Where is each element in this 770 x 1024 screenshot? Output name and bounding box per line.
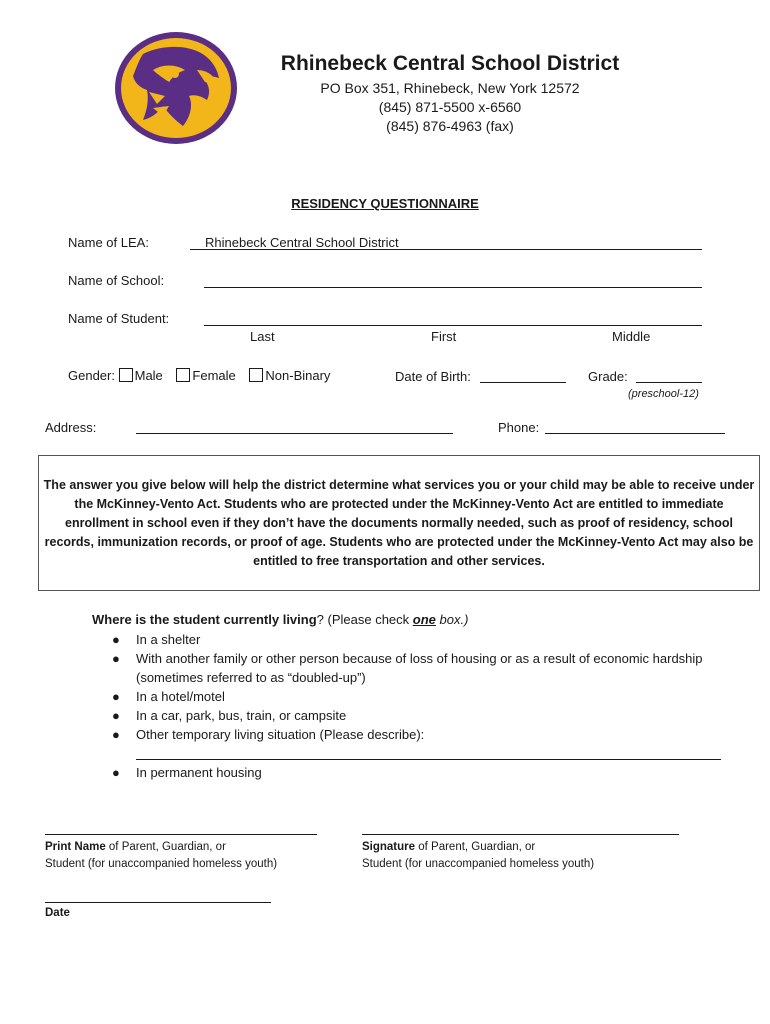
student-first-label: First bbox=[431, 329, 457, 344]
male-checkbox[interactable] bbox=[119, 368, 133, 382]
print-name-line2: Student (for unaccompanied homeless youth) bbox=[45, 858, 278, 870]
gender-option-male[interactable] bbox=[119, 368, 163, 383]
gender-label: Gender: bbox=[68, 368, 115, 383]
bullet-icon: ● bbox=[112, 632, 120, 647]
print-name-line[interactable] bbox=[45, 834, 317, 835]
grade-field[interactable] bbox=[636, 382, 702, 383]
address-label: Address: bbox=[45, 420, 97, 435]
print-name-rest: of Parent, Guardian, or bbox=[105, 841, 226, 853]
bullet-icon: ● bbox=[112, 689, 120, 704]
signature-rest: of Parent, Guardian, or bbox=[415, 841, 536, 853]
question-instruction-post: box.) bbox=[435, 612, 469, 627]
living-option-label: With another family or other person because of loss of housing or as a result of economic hardship (sometimes referred to as “doubled-up”) bbox=[136, 651, 703, 685]
signature-caption bbox=[362, 839, 594, 873]
grade-label: Grade: bbox=[588, 369, 628, 384]
school-field[interactable] bbox=[204, 287, 702, 288]
dob-label: Date of Birth: bbox=[395, 369, 471, 384]
gender-option-nonbinary[interactable] bbox=[249, 368, 330, 383]
living-option-car-park[interactable] bbox=[112, 706, 722, 725]
male-label: Male bbox=[134, 368, 163, 383]
phone-field[interactable] bbox=[545, 433, 725, 434]
signature-line2: Student (for unaccompanied homeless youth) bbox=[362, 858, 595, 870]
date-label: Date bbox=[45, 907, 70, 919]
question-instruction-emphasis: one bbox=[412, 612, 436, 627]
female-label: Female bbox=[192, 368, 236, 383]
lea-field[interactable] bbox=[190, 249, 702, 250]
district-fax: (845) 876-4963 (fax) bbox=[386, 118, 514, 134]
bullet-icon: ● bbox=[112, 727, 120, 742]
female-checkbox[interactable] bbox=[176, 368, 190, 382]
phone-label: Phone: bbox=[498, 420, 540, 435]
print-name-bold: Print Name bbox=[45, 841, 106, 853]
school-label: Name of School: bbox=[68, 273, 165, 288]
bullet-icon: ● bbox=[112, 708, 120, 723]
question-instruction-pre: ? (Please check bbox=[316, 612, 413, 627]
bullet-icon: ● bbox=[112, 765, 120, 780]
lea-value: Rhinebeck Central School District bbox=[205, 235, 399, 250]
nonbinary-checkbox[interactable] bbox=[249, 368, 263, 382]
student-label: Name of Student: bbox=[68, 311, 170, 326]
gender-option-female[interactable] bbox=[176, 368, 235, 383]
signature-line[interactable] bbox=[362, 834, 679, 835]
question-title bbox=[92, 612, 468, 627]
nonbinary-label: Non-Binary bbox=[265, 368, 331, 383]
other-describe-field[interactable] bbox=[136, 759, 721, 760]
student-last-label: Last bbox=[250, 329, 275, 344]
living-option-other[interactable] bbox=[112, 725, 722, 744]
district-address: PO Box 351, Rhinebeck, New York 12572 bbox=[320, 80, 580, 96]
living-option-permanent[interactable] bbox=[112, 763, 722, 782]
grade-note: (preschool-12) bbox=[628, 388, 699, 400]
living-option-label: In a hotel/motel bbox=[136, 689, 225, 704]
living-option-hotel[interactable] bbox=[112, 687, 722, 706]
living-option-label: In a car, park, bus, train, or campsite bbox=[136, 708, 347, 723]
lea-label: Name of LEA: bbox=[68, 235, 149, 250]
form-title: RESIDENCY QUESTIONNAIRE bbox=[291, 196, 479, 211]
other-describe-spacer bbox=[112, 744, 722, 763]
question-title-text: Where is the student currently living bbox=[92, 612, 317, 627]
living-option-doubled-up[interactable] bbox=[112, 649, 722, 687]
signature-bold: Signature bbox=[362, 841, 416, 853]
living-option-label: Other temporary living situation (Please describe): bbox=[136, 727, 425, 742]
student-field[interactable] bbox=[204, 325, 702, 326]
district-phone: (845) 871-5500 x-6560 bbox=[378, 99, 522, 115]
dob-field[interactable] bbox=[480, 382, 566, 383]
date-line[interactable] bbox=[45, 902, 271, 903]
notice-text: The answer you give below will help the district determine what services you or your child may be able to receive under the McKinney-Vento Act. Students who are protected under the McKinney-Vento Act are entitled to immediate enrollment in school even if they don’t have the documents normally needed, such as proof of residency, school records, immunization records, or proof of age. Students who are protected under the McKinney-Vento Act may also be entitled to free transportation and other services. bbox=[43, 478, 755, 568]
address-field[interactable] bbox=[136, 433, 453, 434]
living-option-label: In a shelter bbox=[136, 632, 201, 647]
gender-group bbox=[68, 368, 340, 383]
district-title: Rhinebeck Central School District bbox=[280, 52, 620, 75]
student-middle-label: Middle bbox=[612, 329, 651, 344]
living-option-label: In permanent housing bbox=[136, 765, 262, 780]
bullet-icon: ● bbox=[112, 651, 120, 666]
print-name-caption bbox=[45, 839, 277, 873]
living-option-shelter[interactable] bbox=[112, 630, 722, 649]
